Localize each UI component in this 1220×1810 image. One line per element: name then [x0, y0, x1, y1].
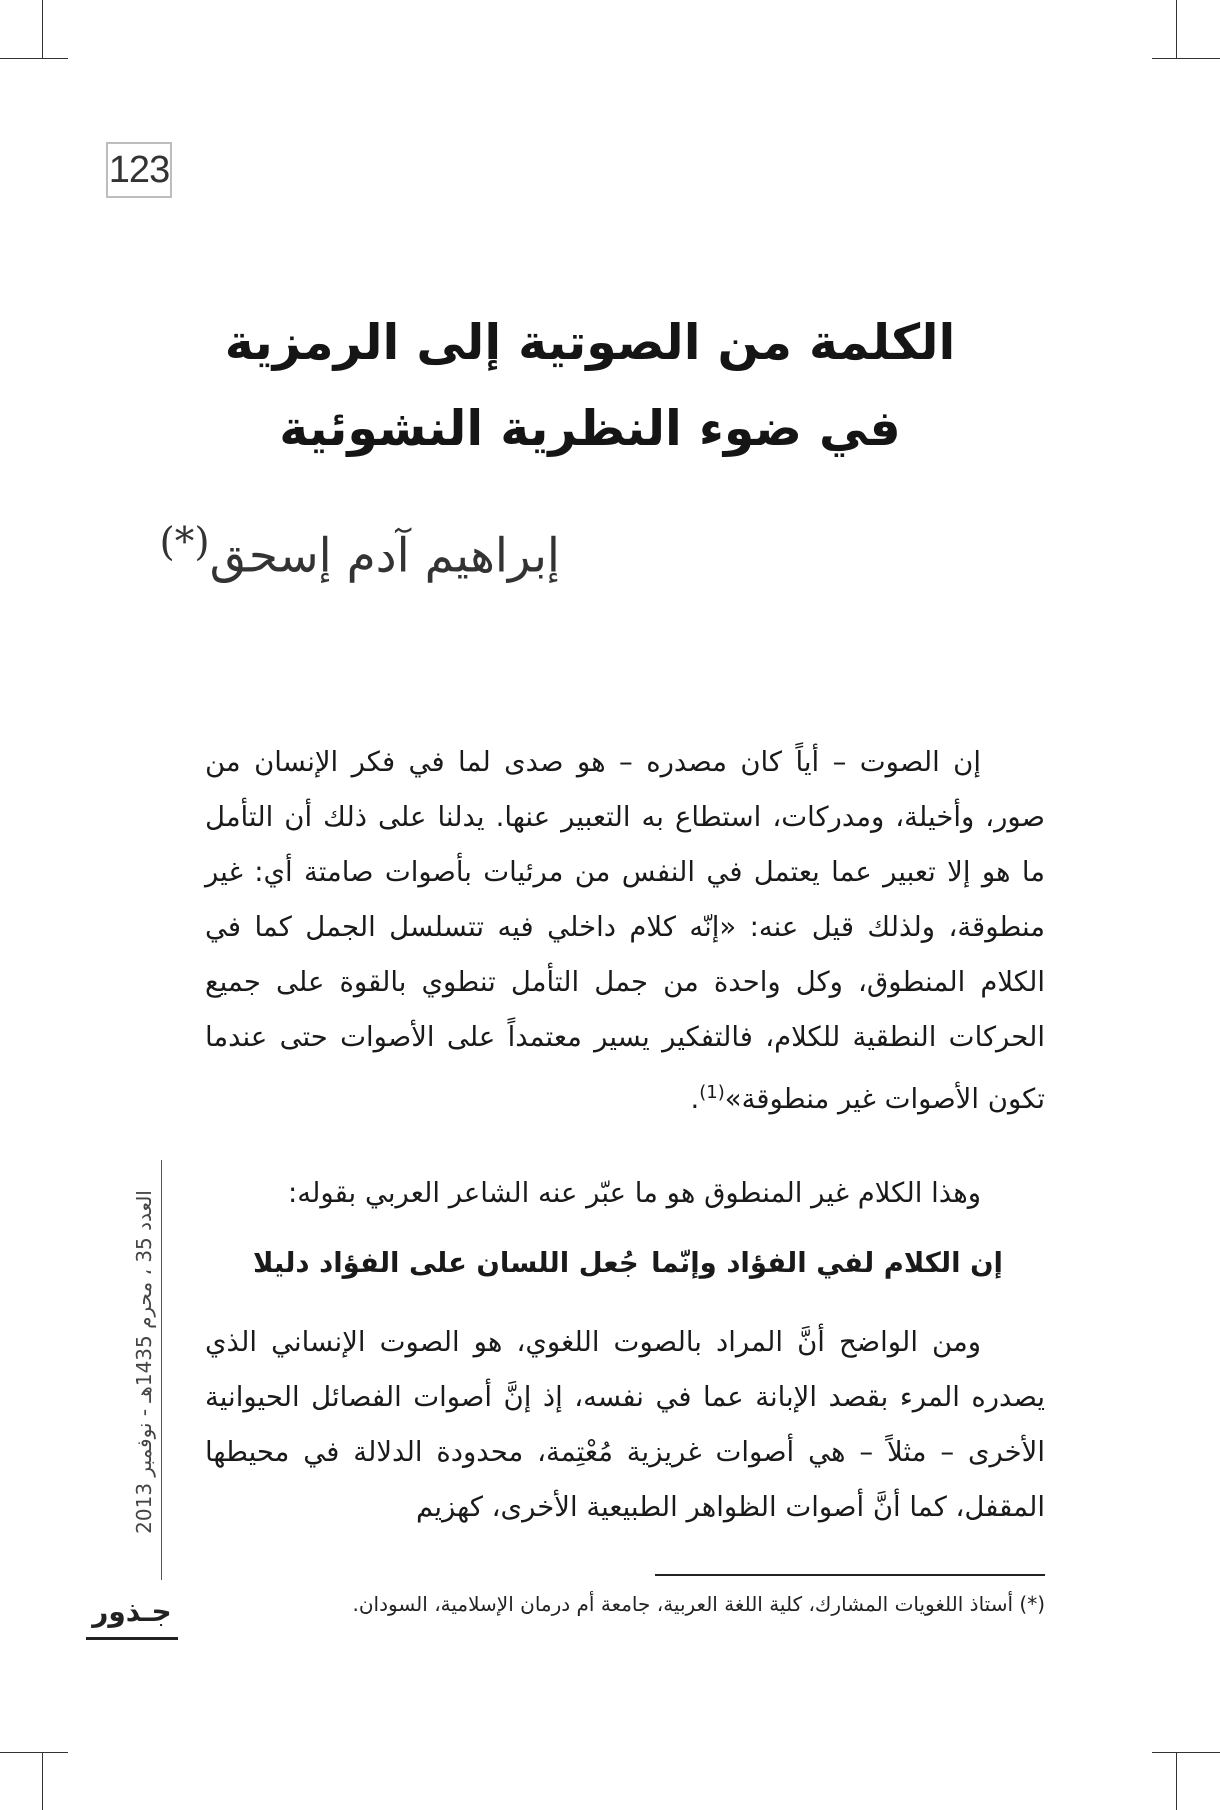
- crop-mark-top-right: [1176, 0, 1177, 58]
- crop-mark-bottom-right: [1176, 1752, 1177, 1810]
- poem-verse: [205, 1236, 1045, 1291]
- verse-row: [205, 1236, 1045, 1291]
- page-number: 123: [106, 142, 172, 198]
- crop-mark-top-left-h: [0, 58, 68, 59]
- paragraph-3: [205, 1315, 1045, 1535]
- footnote: [215, 1584, 1045, 1624]
- paragraph-3-text: ومن الواضح أنَّ المراد بالصوت اللغوي، هو الصوت الإنساني الذي يصدره المرء بقصد الإبانة عما في نفسه، إذ إنَّ أصوات الفصائل الحيوانية الأخرى – مثلاً – هي أصوات غريزية مُعْتِمة، محدودة الدلالة في محيطها المقفل، كما أنَّ أصوات الظواهر الطبيعية الأخرى، كهزيم: [205, 1326, 1045, 1523]
- verse-first-hemistich: إن الكلام لفي الفؤاد وإنّما: [651, 1247, 1003, 1279]
- footnote-marker: (*): [1019, 1592, 1045, 1616]
- author-footnote-marker: (*): [159, 520, 210, 565]
- sidebar-divider: [161, 1160, 162, 1580]
- paragraph-1-text: [205, 735, 1045, 1127]
- crop-mark-top-left: [42, 0, 43, 58]
- crop-mark-bottom-left: [42, 1752, 43, 1810]
- paragraph-1-body: إن الصوت – أياً كان مصدره – هو صدى لما في فكر الإنسان من صور، وأخيلة، ومدركات، استطاع به التعبير عنها. يدلنا على ذلك أن التأمل ما هو إلا تعبير عما يعتمل في النفس من مرئيات بأصوات صامتة أي: غير منطوقة، ولذلك قيل عنه: «إنّه كلام داخلي فيه تتسلسل الجمل كما في الكلام المنطوق، وكل واحدة من جمل التأمل تنطوي بالقوة على جميع الحركات النطقية للكلام، فالتفكير يسير معتمداً على الأصوات حتى عندما تكون الأصوات غير منطوقة»: [205, 746, 1045, 1116]
- title-line-2: في ضوء النظرية النشوئية: [279, 400, 901, 457]
- issue-info-text: العدد 35 ، محرم 1435هـ - نوفمبر 2013: [132, 1190, 156, 1534]
- footnote-divider: [655, 1574, 1045, 1576]
- footnote-text: أستاذ اللغويات المشارك، كلية اللغة العربية، جامعة أم درمان الإسلامية، السودان.: [352, 1592, 1014, 1616]
- crop-mark-bottom-right-h: [1152, 1752, 1220, 1753]
- paragraph-1-end: .: [690, 1083, 700, 1116]
- crop-mark-top-right-h: [1152, 58, 1220, 59]
- author-name: إبراهيم آدم إسحق: [209, 528, 560, 584]
- journal-logo: جـذور: [86, 1590, 178, 1640]
- paragraph-1: [205, 735, 1045, 1127]
- verse-second-hemistich: جُعل اللسان على الفؤاد دليلا: [253, 1247, 639, 1279]
- article-title: [220, 300, 960, 472]
- paragraph-2: [205, 1166, 1045, 1221]
- title-line-1: الكلمة من الصوتية إلى الرمزية: [224, 314, 956, 371]
- reference-1: (1): [699, 1082, 725, 1103]
- crop-mark-bottom-left-h: [0, 1752, 68, 1753]
- paragraph-2-text: وهذا الكلام غير المنطوق هو ما عبّر عنه الشاعر العربي بقوله:: [288, 1177, 981, 1209]
- author: [160, 520, 560, 584]
